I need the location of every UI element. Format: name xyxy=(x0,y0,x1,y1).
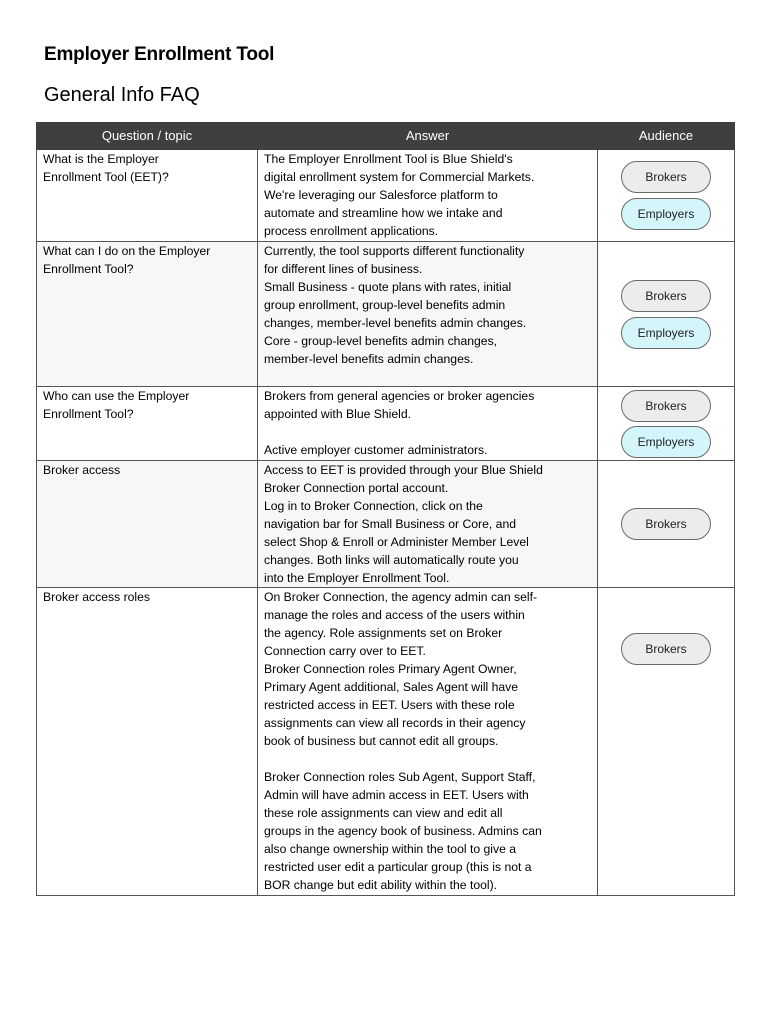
brokers-badge: Brokers xyxy=(621,161,711,193)
answer-cell: Currently, the tool supports different functionality for different lines of business. Small Business - quote plans with rates, initial group enrollment, group-level benefits admin changes, member-level benefits admin changes. Core - group-level benefits admin changes, member-level benefits admin changes. xyxy=(258,242,598,387)
faq-table xyxy=(36,122,735,896)
question-cell: Broker access xyxy=(37,461,258,588)
brokers-badge: Brokers xyxy=(621,390,711,422)
audience-cell xyxy=(598,387,735,461)
question-cell: Who can use the Employer Enrollment Tool? xyxy=(37,387,258,461)
document-title: Employer Enrollment Tool xyxy=(44,44,275,65)
brokers-badge: Brokers xyxy=(621,508,711,540)
employers-badge: Employers xyxy=(621,198,711,230)
table-header-row xyxy=(37,123,735,150)
answer-cell: Brokers from general agencies or broker agencies appointed with Blue Shield. Active employer customer administrators. xyxy=(258,387,598,461)
answer-cell: Access to EET is provided through your Blue Shield Broker Connection portal account. Log in to Broker Connection, click on the navigation bar for Small Business or Core, and select Shop & Enroll or Administer Member Level changes. Both links will automatically route you into the Employer Enrollment Tool. xyxy=(258,461,598,588)
document-subtitle: General Info FAQ xyxy=(44,84,200,106)
question-cell: What can I do on the Employer Enrollment Tool? xyxy=(37,242,258,387)
brokers-badge: Brokers xyxy=(621,280,711,312)
audience-cell xyxy=(598,150,735,242)
table-row xyxy=(37,461,735,588)
column-header-audience: Audience xyxy=(598,123,735,150)
table-row xyxy=(37,242,735,387)
audience-cell xyxy=(598,588,735,896)
employers-badge: Employers xyxy=(621,317,711,349)
employers-badge: Employers xyxy=(621,426,711,458)
brokers-badge: Brokers xyxy=(621,633,711,665)
column-header-question: Question / topic xyxy=(37,123,258,150)
audience-cell xyxy=(598,461,735,588)
question-cell: What is the Employer Enrollment Tool (EET)? xyxy=(37,150,258,242)
table-row xyxy=(37,387,735,461)
table-row xyxy=(37,588,735,896)
table-row xyxy=(37,150,735,242)
audience-cell xyxy=(598,242,735,387)
question-cell: Broker access roles xyxy=(37,588,258,896)
column-header-answer: Answer xyxy=(258,123,598,150)
answer-cell: On Broker Connection, the agency admin can self- manage the roles and access of the users within the agency. Role assignments set on Broker Connection carry over to EET. Broker Connection roles Primary Agent Owner, Primary Agent additional, Sales Agent will have restricted access in EET. Users with these role assignments can view all records in their agency book of business but cannot edit all groups. Broker Connection roles Sub Agent, Support Staff, Admin will have admin access in EET. Users with these role assignments can view and edit all groups in the agency book of business. Admins can also change ownership within the tool to give a restricted user edit a particular group (this is not a BOR change but edit ability within the tool). xyxy=(258,588,598,896)
answer-cell: The Employer Enrollment Tool is Blue Shield's digital enrollment system for Commercial Markets. We're leveraging our Salesforce platform to automate and streamline how we intake and process enrollment applications. xyxy=(258,150,598,242)
